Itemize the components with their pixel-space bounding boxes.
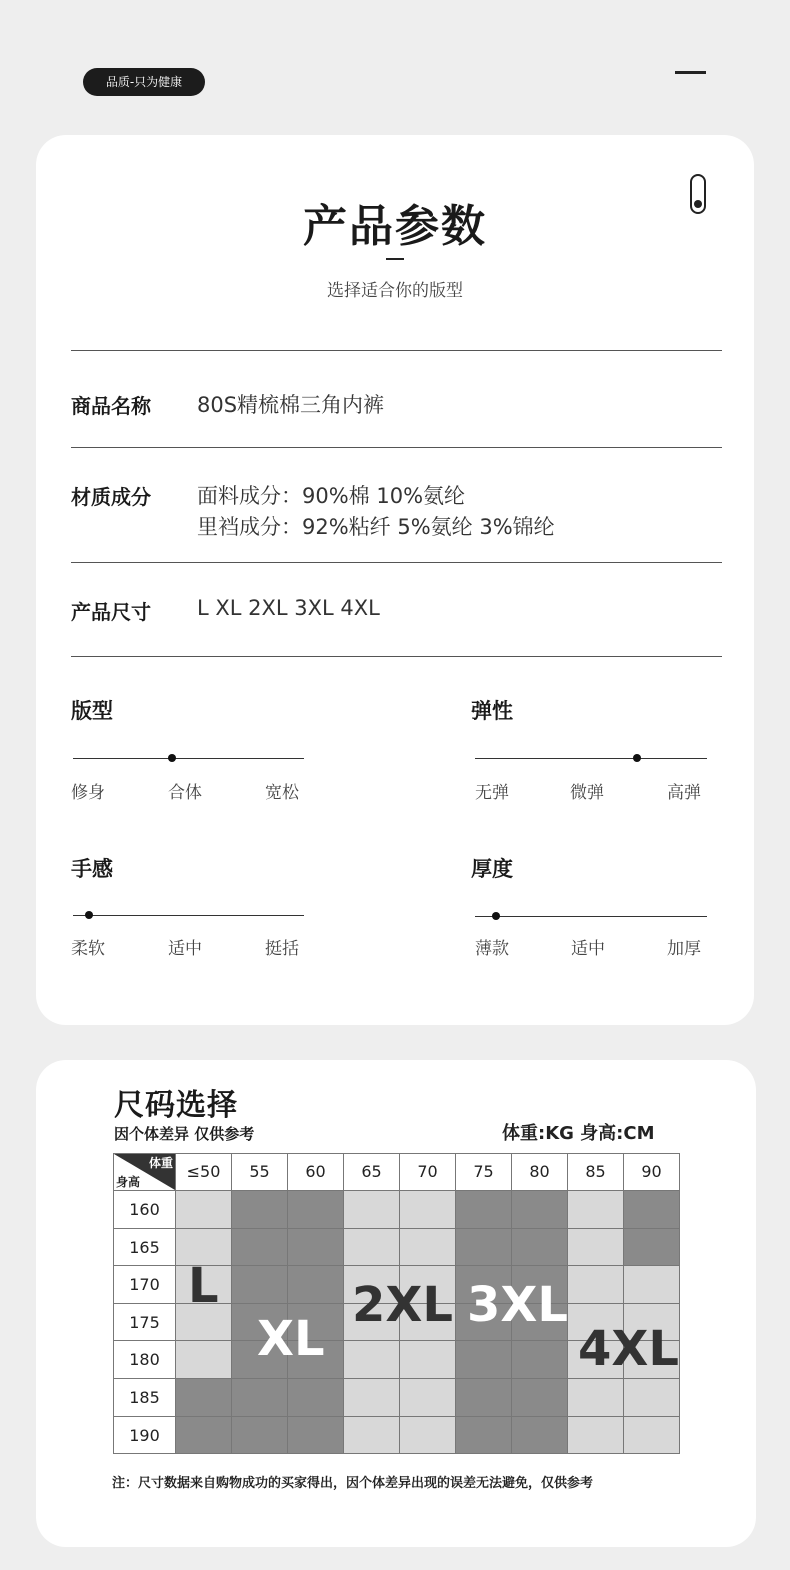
weight-header: 85 <box>567 1153 624 1191</box>
scale-label: 合体 <box>168 783 202 803</box>
row-label-size: 产品尺寸 <box>71 600 151 624</box>
table-cell <box>287 1190 344 1229</box>
weight-header: 60 <box>287 1153 344 1191</box>
scale-marker-thickness <box>492 912 500 920</box>
divider <box>71 447 722 448</box>
scale-label: 薄款 <box>475 939 509 959</box>
corner-weight-label: 体重 <box>148 1156 173 1170</box>
weight-header: ≤50 <box>175 1153 232 1191</box>
size-chart-subtitle: 因个体差异 仅供参考 <box>114 1125 255 1143</box>
table-cell <box>567 1416 624 1455</box>
table-cell <box>399 1378 456 1417</box>
table-cell <box>399 1190 456 1229</box>
scale-title-thickness: 厚度 <box>471 857 513 881</box>
table-cell <box>231 1190 288 1229</box>
height-header: 175 <box>113 1303 176 1342</box>
table-cell <box>567 1378 624 1417</box>
table-cell <box>623 1265 680 1304</box>
height-header: 170 <box>113 1265 176 1304</box>
params-subtitle: 选择适合你的版型 <box>327 281 463 301</box>
table-cell <box>343 1378 400 1417</box>
table-cell <box>511 1340 568 1379</box>
size-region-label: 2XL <box>352 1277 453 1333</box>
table-cell <box>231 1378 288 1417</box>
size-region-label: 4XL <box>578 1321 679 1377</box>
scale-label: 无弹 <box>475 783 509 803</box>
row-value-size: L XL 2XL 3XL 4XL <box>197 596 380 620</box>
table-cell <box>623 1228 680 1267</box>
product-params-card <box>36 135 754 1025</box>
table-cell <box>175 1190 232 1229</box>
table-cell <box>511 1416 568 1455</box>
corner-height-label: 身高 <box>116 1175 141 1189</box>
scale-title-feel: 手感 <box>71 857 113 881</box>
table-cell <box>455 1416 512 1455</box>
scale-label: 适中 <box>168 939 202 959</box>
table-cell <box>399 1340 456 1379</box>
weight-header: 65 <box>343 1153 400 1191</box>
table-cell <box>231 1265 288 1304</box>
row-value-name: 80S精梳棉三角内裤 <box>197 393 385 417</box>
table-cell <box>343 1228 400 1267</box>
table-cell <box>175 1416 232 1455</box>
size-region-label: L <box>188 1258 219 1314</box>
title-divider <box>386 258 404 260</box>
size-region-label: 3XL <box>467 1277 568 1333</box>
table-cell <box>231 1228 288 1267</box>
row-value-lining: 里裆成分：92%粘纤 5%氨纶 3%锦纶 <box>197 515 555 539</box>
size-chart-title: 尺码选择 <box>114 1088 238 1123</box>
scale-track-elasticity <box>475 758 707 759</box>
height-header: 165 <box>113 1228 176 1267</box>
scale-track-feel <box>73 915 304 916</box>
scale-label: 宽松 <box>265 783 299 803</box>
height-header: 160 <box>113 1190 176 1229</box>
scale-track-thickness <box>475 916 707 917</box>
divider <box>71 656 722 657</box>
scale-label: 适中 <box>571 939 605 959</box>
scale-label: 微弹 <box>570 783 604 803</box>
table-cell <box>455 1228 512 1267</box>
table-cell <box>287 1228 344 1267</box>
menu-icon[interactable] <box>675 71 706 74</box>
height-header: 185 <box>113 1378 176 1417</box>
table-cell <box>175 1340 232 1379</box>
scale-label: 加厚 <box>667 939 701 959</box>
table-cell <box>623 1416 680 1455</box>
table-cell <box>455 1190 512 1229</box>
scale-label: 挺括 <box>265 939 299 959</box>
table-cell <box>455 1378 512 1417</box>
table-cell <box>511 1228 568 1267</box>
weight-header: 55 <box>231 1153 288 1191</box>
row-label-name: 商品名称 <box>71 394 151 418</box>
table-cell <box>399 1228 456 1267</box>
params-title: 产品参数 <box>303 201 487 252</box>
row-label-material: 材质成分 <box>71 485 151 509</box>
table-cell <box>343 1340 400 1379</box>
table-cell <box>287 1416 344 1455</box>
table-cell <box>455 1340 512 1379</box>
table-cell <box>287 1378 344 1417</box>
scale-track-fit <box>73 758 304 759</box>
weight-header: 75 <box>455 1153 512 1191</box>
quality-badge: 品质-只为健康 <box>83 68 205 96</box>
table-cell <box>175 1378 232 1417</box>
size-chart-units: 体重:KG 身高:CM <box>502 1123 655 1144</box>
scale-title-fit: 版型 <box>71 699 113 723</box>
size-chart-note: 注：尺寸数据来自购物成功的买家得出，因个体差异出现的误差无法避免，仅供参考 <box>112 1476 594 1491</box>
scale-label: 修身 <box>71 783 105 803</box>
height-header: 190 <box>113 1416 176 1455</box>
scale-label: 高弹 <box>667 783 701 803</box>
divider <box>71 562 722 563</box>
scale-title-elasticity: 弹性 <box>471 699 513 723</box>
table-cell <box>287 1265 344 1304</box>
height-header: 180 <box>113 1340 176 1379</box>
row-value-fabric: 面料成分：90%棉 10%氨纶 <box>197 484 466 508</box>
weight-header: 70 <box>399 1153 456 1191</box>
weight-header: 80 <box>511 1153 568 1191</box>
table-cell <box>231 1416 288 1455</box>
weight-header: 90 <box>623 1153 680 1191</box>
divider <box>71 350 722 351</box>
table-cell <box>511 1190 568 1229</box>
table-cell <box>511 1378 568 1417</box>
table-cell <box>343 1190 400 1229</box>
table-cell <box>567 1265 624 1304</box>
table-cell <box>399 1416 456 1455</box>
scale-label: 柔软 <box>71 939 105 959</box>
size-region-label: XL <box>257 1311 325 1367</box>
table-cell <box>623 1378 680 1417</box>
table-corner <box>113 1153 176 1191</box>
table-cell <box>567 1228 624 1267</box>
table-cell <box>623 1190 680 1229</box>
table-cell <box>567 1190 624 1229</box>
table-cell <box>343 1416 400 1455</box>
